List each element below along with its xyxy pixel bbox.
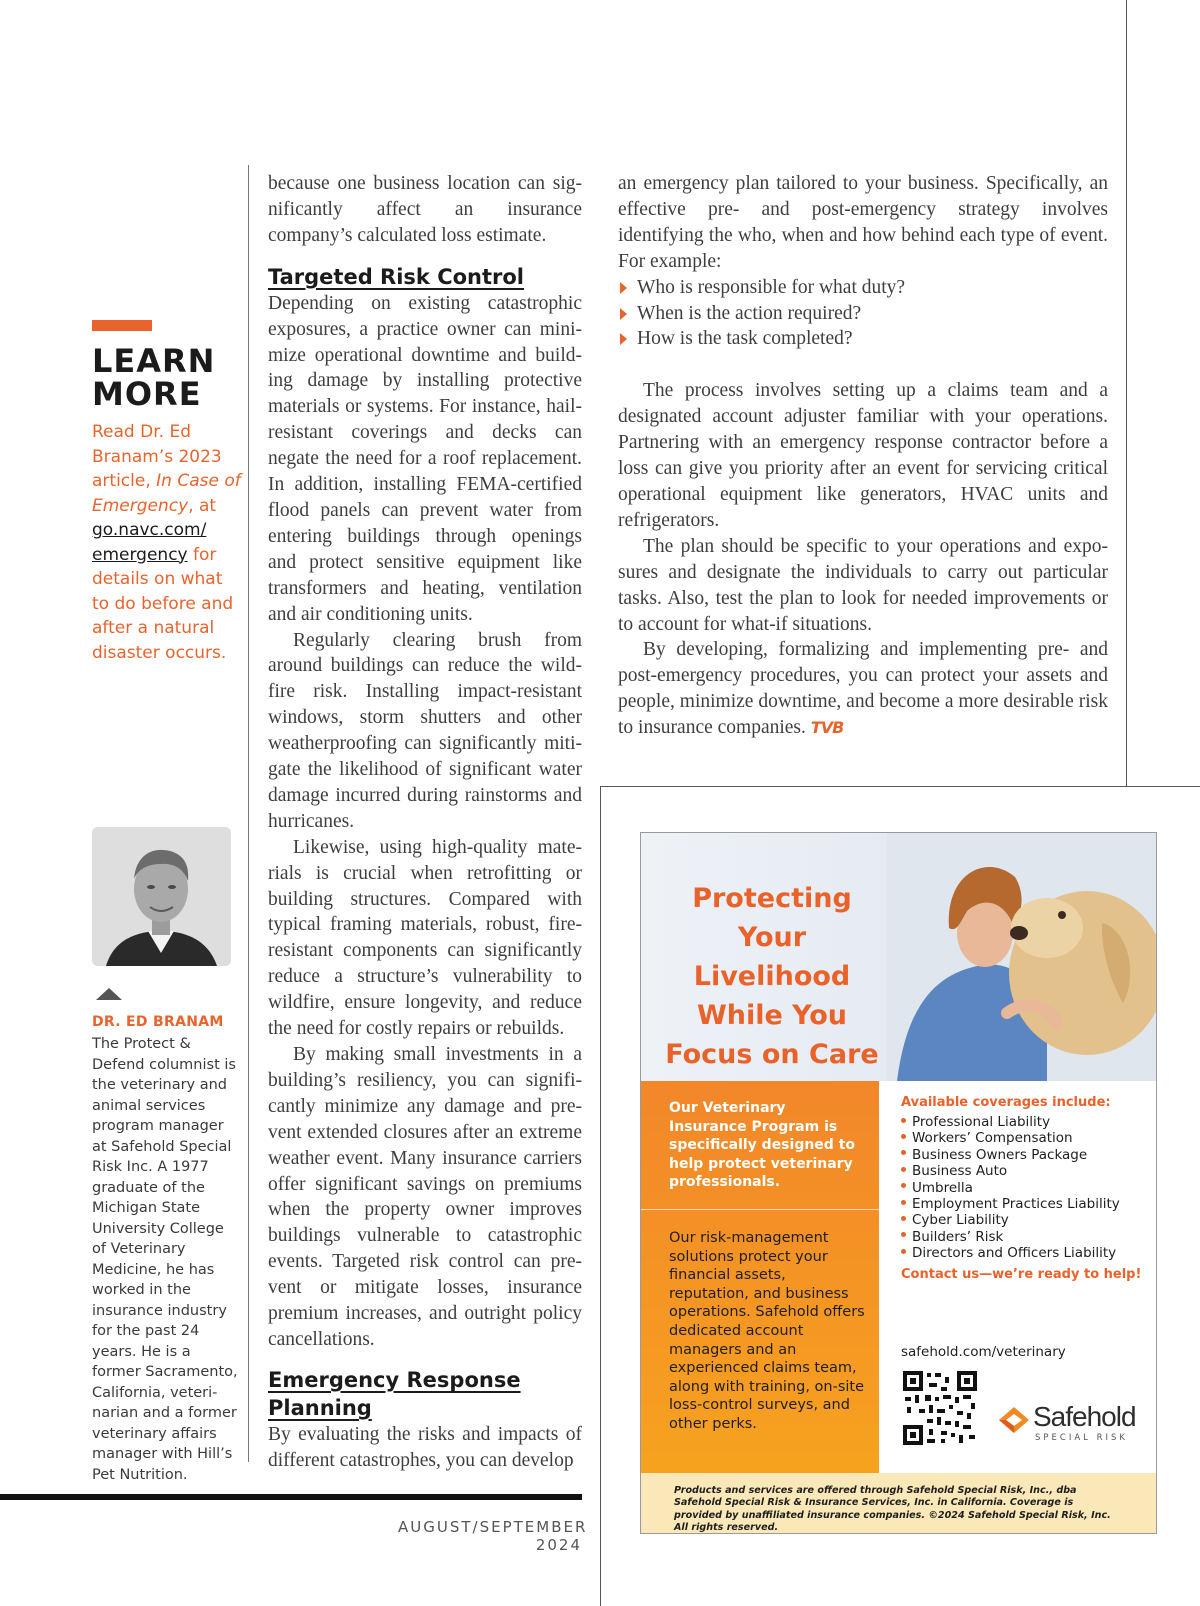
learn-more-title: LEARN MORE [92,342,216,413]
author-photo [92,827,231,966]
lm-text-2: , at [188,495,217,516]
logo-name: Safehold [1033,1401,1136,1432]
safehold-mark-icon [997,1405,1031,1435]
logo-subtitle: SPECIAL RISK [1035,1433,1128,1443]
ad-left-panel [641,1081,879,1473]
qr-code-icon[interactable] [901,1369,979,1447]
coverage-label: Workers’ Compensation [912,1130,1073,1147]
bullet-dot-icon [901,1150,906,1155]
safehold-logo [997,1399,1147,1449]
bullet-triangle-icon [620,282,627,294]
paragraph: an emergency plan tailored to your business. Specifically, an effective pre- and post-emergency strategy involves identifying the who, when and how behind each type of event. For example: [618,173,1108,272]
coverage-label: Builders’ Risk [912,1228,1004,1245]
list-item-text: How is the task completed? [637,328,853,350]
bullet-dot-icon [901,1183,906,1188]
coverage-item [901,1212,1120,1228]
ad-divider-top [600,786,1200,787]
coverages-list [901,1114,1120,1262]
bullet-dot-icon [901,1134,906,1139]
coverage-item [901,1245,1120,1261]
bullet-dot-icon [901,1118,906,1123]
coverage-label: Business Auto [912,1163,1008,1180]
lm-article-title: In Case of Emergency [92,471,241,516]
coverages-title: Available coverages include: [901,1095,1111,1110]
contact-cta[interactable]: Contact us—we’re ready to help! [901,1267,1142,1282]
vet-with-dog-image [887,833,1157,1081]
section-heading: Targeted Risk Control [268,264,524,289]
coverage-label: Cyber Liability [912,1212,1009,1229]
coverage-item [901,1147,1120,1163]
paragraph-text: By developing, formalizing and implementing pre- and post-emergency procedures, you can protect your assets and people, minimize downtime, and become a more desirable risk to insurance companies. [618,639,1108,739]
spacer [618,352,1108,378]
paragraph: The plan should be specific to your operations and exposures and designate the individuals to carry out particular tasks. Also, test the plan to look for needed improvements or to account for what-if situations. [618,535,1108,635]
safehold-ad[interactable] [640,832,1157,1534]
ad-right-panel [879,1081,1157,1473]
ad-left-divider [641,1209,879,1210]
paragraph: By evaluating the risks and impacts of different catastrophes, you can develop [268,1423,582,1471]
bullet-triangle-icon [620,333,627,345]
author-bio: The Protect & Defend columnist is the veterinary and animal services program manager at Safehold Special Risk Inc. A 1977 graduate of the Michigan State University College of Veterinary Medicine, he has worked in the insurance industry for the past 24 years. He is a former Sacramento, California, veterinarian and a former veterinary affairs manager with Hill’s Pet Nutrition. [92,1036,238,1483]
paragraph: Depending on existing catastrophic exposures, a practice owner can minimize operational downtime and building damage by installing protective materials or systems. For instance, hail-resistant coverings and decks can negate the need for a roof replacement. In addition, installing FEMA-certified flood panels can prevent water from entering buildings through openings and protect sensitive equipment like transformers and heating, ventilation and air conditioning units. [268,292,582,625]
paragraph: because one business location can significantly affect an insurance company’s calculated loss estimate. [268,173,582,246]
coverage-item [901,1130,1120,1146]
ad-divider-left [600,786,601,1606]
paragraph: The process involves setting up a claims team and a designated account adjuster familiar with your operations. Partnering with an emergency response contractor before a loss can give you priority after an event for servicing critical operational equipment like generators, HVAC units and refrigerators. [618,380,1108,531]
coverage-label: Employment Practices Liability [912,1196,1120,1213]
bullet-dot-icon [901,1232,906,1237]
ad-disclaimer: Products and services are offered through Safehold Special Risk, Inc., dba Safehold Special Risk & Insurance Services, Inc. in California. Coverage is provided by unaffiliated insurance companies. ©2024 Safehold Special Risk, Inc. All rights reserved. [674,1485,1111,1534]
page-divider-right [1126,0,1127,786]
paragraph [618,637,1108,741]
learn-more-text [92,420,242,665]
coverage-item [901,1180,1120,1196]
paragraph: Regularly clearing brush from around buildings can reduce the wildfire risk. Installing impact-resistant windows, storm shutters and other weatherproofing can significantly mitigate the likelihood of significant water damage incurred during rainstorms and hurricanes. [268,629,582,832]
ad-description: Our risk-management solutions protect your financial assets, reputation, and business operations. Safehold offers dedicated account managers and an experienced claims team, along with training, on-site loss-control surveys, and other perks. [669,1230,865,1432]
coverage-item [901,1229,1120,1245]
list-item [618,301,1108,327]
lm-text-3: for details on what to do before and after a natural disaster occurs. [92,544,234,663]
coverage-item [901,1196,1120,1212]
paragraph: By making small investments in a building’s resiliency, you can significantly minimize any damage and prevent extended closures after an extreme weather event. Many insurance carriers offer significant savings on premiums when the property owner improves buildings vulnerable to catastrophic events. Targeted risk control can prevent or mitigate losses, insurance premium increases, and outright policy cancellations. [268,1044,582,1350]
author-name: DR. ED BRANAM [92,1014,224,1030]
learn-more-accent-bar [92,320,152,331]
list-item-text: When is the action required? [637,302,862,324]
lm-text-1: Read Dr. Ed Branam’s 2023 article, [92,422,222,491]
learn-more-link[interactable]: go.navc.com/ emergency [92,520,207,565]
ad-headline: Protecting Your Livelihood While You Focus on Care [665,883,879,1070]
issue-date: AUGUST/SEPTEMBER 2024 [398,1518,588,1554]
coverage-label: Directors and Officers Liability [912,1245,1117,1262]
list-item [618,275,1108,301]
coverage-label: Umbrella [912,1179,973,1196]
article-column-2 [618,171,1108,741]
coverage-item [901,1114,1120,1130]
coverage-item [901,1163,1120,1179]
ad-disclaimer-band [641,1473,1157,1534]
caret-up-icon [96,988,122,1000]
end-mark: TVB [810,718,844,738]
coverage-label: Professional Liability [912,1114,1051,1130]
paragraph: Likewise, using high-quality materials is crucial when retrofitting or building structures. Compared with typical framing materials, robust, fire-resistant components can significantly reduce a structure’s vulnerability to wildfire, ensure longevity, and reduce the need for costly repairs or rebuilds. [268,836,582,1040]
ad-intro: Our Veterinary Insurance Program is specifically designed to help protect veterinary professionals. [669,1100,856,1190]
ad-hero [641,833,1157,1081]
bullet-dot-icon [901,1216,906,1221]
article-column-1 [268,171,582,1474]
bullet-dot-icon [901,1249,906,1254]
list-item [618,326,1108,352]
list-item-text: Who is responsible for what duty? [637,276,906,298]
section-heading: Emergency Response Planning [268,1367,521,1420]
coverage-label: Business Owners Package [912,1146,1088,1163]
sidebar-divider [248,165,249,1462]
footer-rule [0,1494,582,1500]
bullet-list [618,275,1108,353]
bullet-dot-icon [901,1167,906,1172]
bullet-dot-icon [901,1200,906,1205]
bullet-triangle-icon [620,308,627,320]
ad-url-link[interactable]: safehold.com/veterinary [901,1344,1066,1360]
